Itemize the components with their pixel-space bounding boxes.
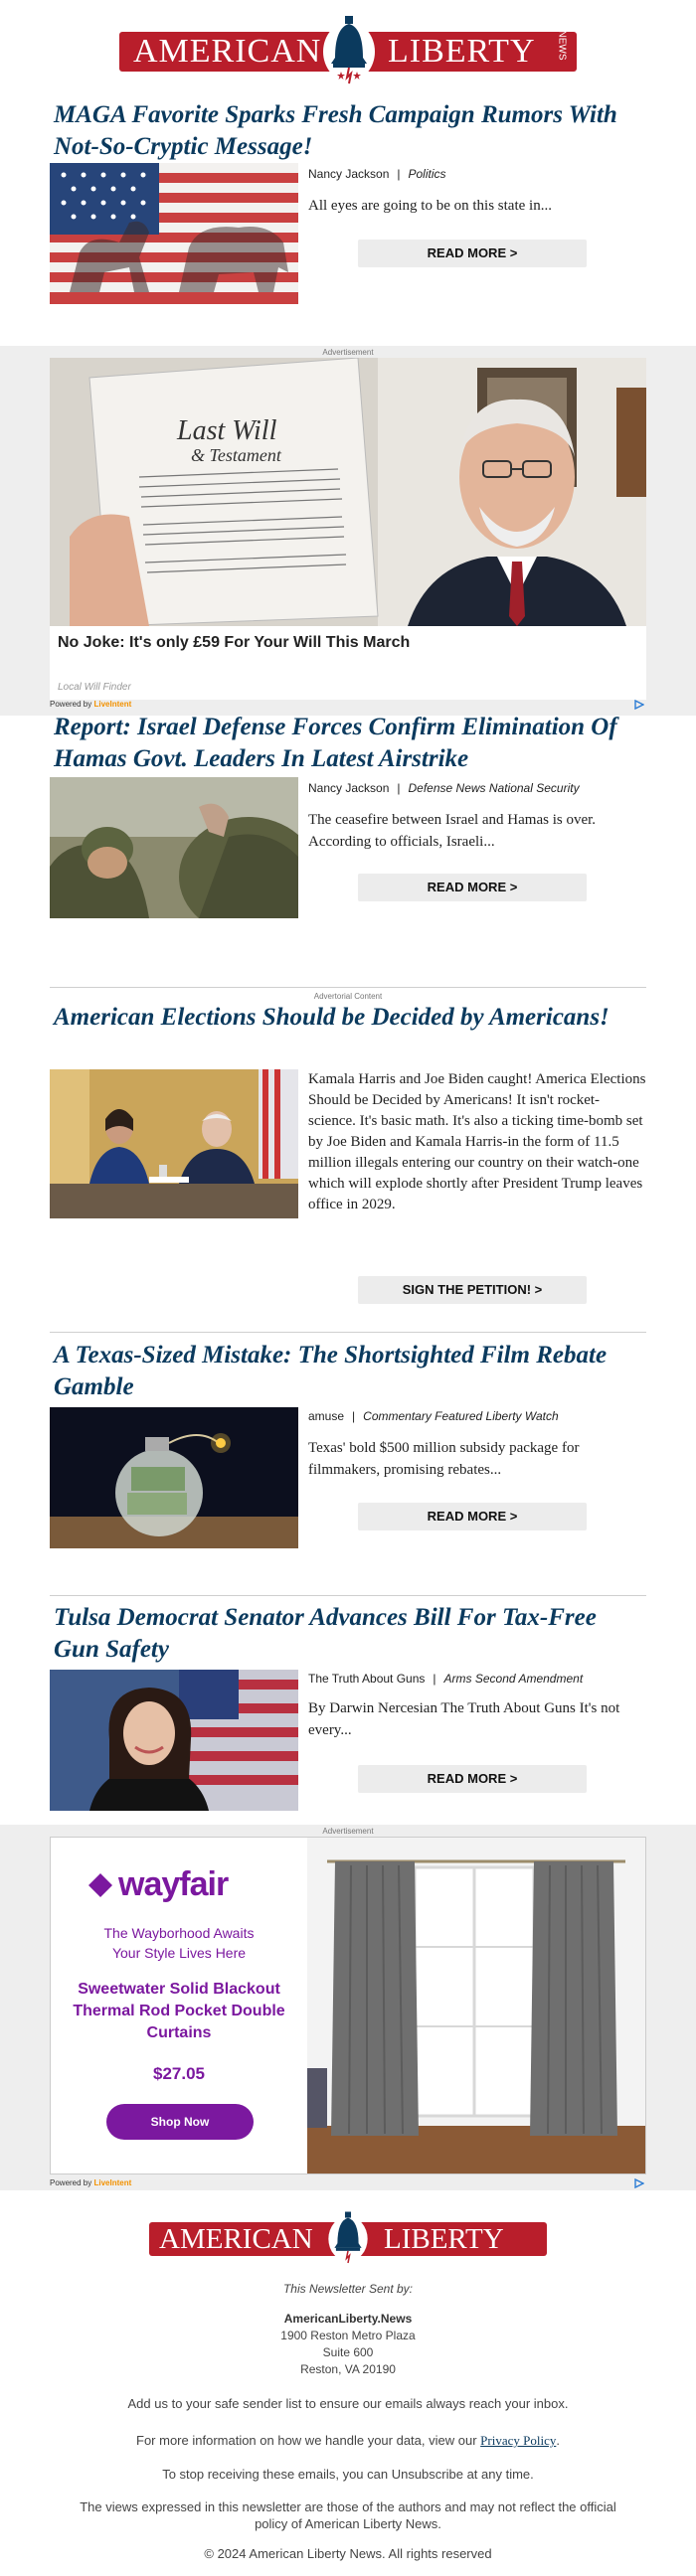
- section-divider: [50, 1595, 646, 1596]
- will-doc-title: Last Will: [177, 415, 277, 446]
- powered-by[interactable]: [50, 700, 131, 709]
- section-divider: [50, 987, 646, 988]
- article-card: [50, 1340, 646, 1578]
- wayfair-text-panel: [51, 1838, 307, 2174]
- sign-petition-button[interactable]: SIGN THE PETITION! >: [358, 1276, 587, 1304]
- article-thumbnail[interactable]: [50, 1069, 298, 1218]
- footer-safe-sender: Add us to your safe sender list to ensure our emails always reach your inbox.: [127, 2396, 569, 2411]
- article-author[interactable]: Nancy Jackson: [308, 781, 390, 795]
- footer-disclaimer: The views expressed in this newsletter are those of the authors and may not reflect the official policy of American Liberty News.: [80, 2499, 616, 2531]
- header: [0, 0, 696, 99]
- ad-will[interactable]: [50, 358, 646, 700]
- footer-logo-liberty: LIBERTY: [384, 2223, 504, 2255]
- powered-by-label: Powered by: [50, 2178, 92, 2187]
- article-thumbnail[interactable]: [50, 777, 298, 918]
- article-headline[interactable]: American Elections Should be Decided by Americans!: [54, 1004, 609, 1031]
- article-meta: Nancy Jackson | Politics: [308, 167, 446, 181]
- powered-by[interactable]: [50, 2178, 131, 2187]
- article-excerpt: The ceasefire between Israel and Hamas is over. According to officials, Israeli...: [308, 812, 597, 850]
- footer-address-line3: Reston, VA 20190: [300, 2362, 396, 2376]
- will-ad-caption[interactable]: No Joke: It's only £59 For Your Will This March: [58, 634, 411, 651]
- article-thumbnail[interactable]: [50, 1670, 298, 1811]
- advertorial-label: Advertorial Content: [313, 992, 383, 1001]
- read-more-button[interactable]: READ MORE >: [358, 240, 587, 267]
- adchoices-icon[interactable]: [634, 2178, 644, 2188]
- article-card: [50, 1602, 646, 1841]
- liberty-bell-icon: [323, 14, 375, 87]
- liveintent-logo: LiveIntent: [93, 2178, 132, 2187]
- curtains-image: [307, 1838, 645, 2174]
- article-card: [50, 99, 646, 338]
- article-category[interactable]: Politics: [408, 167, 446, 181]
- privacy-policy-link[interactable]: Privacy Policy: [480, 2433, 557, 2448]
- article-thumbnail[interactable]: [50, 1407, 298, 1548]
- footer-logo-american: AMERICAN: [159, 2223, 313, 2255]
- wayfair-product-image[interactable]: [307, 1838, 645, 2174]
- article-card: [50, 712, 646, 970]
- read-more-button[interactable]: READ MORE >: [358, 874, 587, 901]
- footer-copyright: © 2024 American Liberty News. All rights reserved: [204, 2546, 492, 2561]
- article-headline[interactable]: MAGA Favorite Sparks Fresh Campaign Rumors With Not-So-Cryptic Message!: [54, 101, 617, 160]
- soldiers-image: [50, 777, 298, 918]
- ad-block-will: [0, 346, 696, 716]
- read-more-button[interactable]: READ MORE >: [358, 1503, 587, 1530]
- footer-unsubscribe[interactable]: To stop receiving these emails, you can Unsubscribe at any time.: [162, 2467, 534, 2482]
- article-author[interactable]: Nancy Jackson: [308, 167, 390, 181]
- article-author[interactable]: The Truth About Guns: [308, 1672, 426, 1686]
- money-bomb-image: [50, 1407, 298, 1548]
- footer-privacy-prefix: For more information on how we handle your data, view our: [136, 2433, 477, 2448]
- article-excerpt: Kamala Harris and Joe Biden caught! America Elections Should be Decided by Americans! It isn't rocket-science. It's basic math. It's also a ticking time-bomb set by Joe Biden and Kamala Harris-in the form of 11.5 million illegals entering our country on their watch-one which will explode shortly after President Trump leaves office in 2029.: [308, 1071, 646, 1212]
- article-meta: amuse | Commentary Featured Liberty Watch: [308, 1409, 559, 1423]
- read-more-button[interactable]: READ MORE >: [358, 1765, 587, 1793]
- brand-logo[interactable]: [119, 14, 577, 87]
- wayfair-tagline-line1: The Wayborhood Awaits: [103, 1925, 255, 1941]
- wayfair-price: $27.05: [153, 2064, 205, 2083]
- footer-logo[interactable]: [149, 2210, 547, 2266]
- wayfair-pinwheel-icon: [87, 1869, 114, 1897]
- adchoices-icon[interactable]: [634, 700, 644, 710]
- footer-company: AmericanLiberty.News: [283, 2312, 413, 2326]
- article-meta: The Truth About Guns | Arms Second Amendment: [308, 1672, 584, 1686]
- wayfair-logo[interactable]: [87, 1865, 228, 1904]
- ad-label: Advertisement: [322, 348, 374, 357]
- powered-by-label: Powered by: [50, 700, 92, 709]
- article-headline[interactable]: A Texas-Sized Mistake: The Shortsighted Film Rebate Gamble: [54, 1342, 608, 1400]
- article-headline[interactable]: Report: Israel Defense Forces Confirm Elimination Of Hamas Govt. Leaders In Latest Airstrike: [54, 714, 617, 772]
- article-category[interactable]: Commentary Featured Liberty Watch: [363, 1409, 559, 1423]
- article-category[interactable]: Defense News National Security: [408, 781, 580, 795]
- article-meta: Nancy Jackson | Defense News National Security: [308, 781, 580, 795]
- logo-text-american: AMERICAN: [133, 33, 322, 70]
- harris-biden-image: [50, 1069, 298, 1218]
- article-excerpt: All eyes are going to be on this state in...: [308, 198, 552, 214]
- article-excerpt: Texas' bold $500 million subsidy package for filmmakers, promising rebates...: [308, 1440, 580, 1478]
- shop-now-button[interactable]: Shop Now: [106, 2104, 254, 2140]
- liveintent-logo: LiveIntent: [93, 700, 132, 709]
- liberty-bell-icon: [326, 2210, 370, 2266]
- article-headline[interactable]: Tulsa Democrat Senator Advances Bill For Tax-Free Gun Safety: [54, 1604, 597, 1663]
- will-doc-subtitle: & Testament: [191, 445, 281, 465]
- logo-text-liberty: LIBERTY: [388, 33, 536, 70]
- wayfair-product-name[interactable]: Sweetwater Solid Blackout Thermal Rod Pocket Double Curtains: [73, 1981, 285, 2041]
- footer-address-line1: 1900 Reston Metro Plaza: [280, 2329, 416, 2342]
- wayfair-tagline: [51, 1923, 307, 1963]
- footer-address-line2: Suite 600: [322, 2345, 374, 2359]
- article-author[interactable]: amuse: [308, 1409, 345, 1423]
- footer-sent-by: This Newsletter Sent by:: [282, 2282, 414, 2296]
- ad-label: Advertisement: [322, 1827, 374, 1836]
- footer-privacy-line: For more information on how we handle your data, view our Privacy Policy.: [136, 2433, 560, 2448]
- ad-wayfair[interactable]: [50, 1837, 646, 2174]
- article-thumbnail[interactable]: [50, 163, 298, 304]
- will-ad-source[interactable]: Local Will Finder: [58, 682, 131, 693]
- flag-elephant-image: [50, 163, 298, 304]
- article-category[interactable]: Arms Second Amendment: [443, 1672, 584, 1686]
- wayfair-brand: wayfair: [118, 1865, 229, 1903]
- wayfair-tagline-line2: Your Style Lives Here: [111, 1945, 247, 1961]
- section-divider: [50, 1332, 646, 1333]
- ad-block-wayfair: [0, 1825, 696, 2190]
- article-excerpt: By Darwin Nercesian The Truth About Guns It's not every...: [308, 1700, 620, 1738]
- advertorial-card: [50, 992, 646, 1310]
- will-ad-image: [50, 358, 646, 626]
- senator-portrait-image: [50, 1670, 298, 1811]
- logo-text-news: NEWS: [556, 30, 568, 61]
